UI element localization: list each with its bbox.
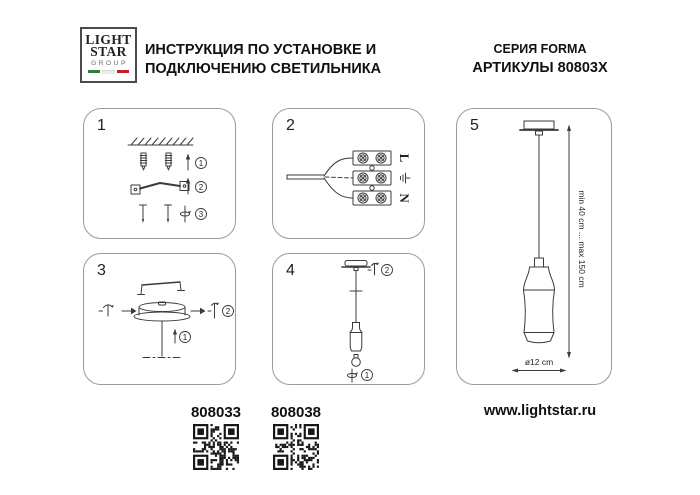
svg-text:1: 1 bbox=[182, 332, 188, 342]
panel-step-5 bbox=[456, 108, 612, 385]
step-3-diagram bbox=[84, 254, 237, 386]
screw-icon bbox=[368, 263, 379, 275]
terminal-label-neutral: N bbox=[397, 193, 412, 203]
step-2-number: 2 bbox=[286, 117, 295, 134]
height-dimension bbox=[567, 125, 571, 359]
series-label: СЕРИЯ FORMA bbox=[493, 42, 587, 56]
svg-text:1: 1 bbox=[364, 370, 370, 380]
wall-anchor-icon bbox=[140, 153, 146, 170]
article-number-808038: 808038 bbox=[270, 404, 322, 421]
screw-rotate-icon bbox=[347, 369, 358, 382]
ceiling-hatch-icon bbox=[128, 138, 193, 145]
ceiling-plate-icon bbox=[520, 121, 558, 135]
screw-icon bbox=[140, 205, 147, 223]
canopy-icon bbox=[342, 261, 370, 271]
step-3-number: 3 bbox=[97, 262, 106, 279]
ground-symbol-icon bbox=[401, 173, 411, 183]
arrow-up-icon bbox=[186, 154, 190, 171]
svg-text:2: 2 bbox=[384, 265, 390, 275]
screw-rotate-icon bbox=[180, 206, 191, 222]
terminal-block-icon bbox=[353, 151, 391, 205]
document-title bbox=[145, 41, 381, 79]
svg-text:3: 3 bbox=[198, 209, 204, 219]
callout-2 bbox=[196, 182, 207, 193]
pendant-shade-icon bbox=[524, 267, 555, 343]
step-5-number: 5 bbox=[470, 117, 479, 134]
power-cable-icon bbox=[287, 158, 353, 198]
mounting-bracket-icon bbox=[138, 282, 185, 295]
shade-socket bbox=[535, 258, 544, 267]
arrow-right-icon bbox=[191, 308, 206, 315]
header-right bbox=[440, 42, 640, 76]
screw-icon bbox=[208, 303, 219, 318]
ceiling-canopy-icon bbox=[134, 302, 190, 321]
article-number-808033: 808033 bbox=[190, 404, 242, 421]
callout-1 bbox=[196, 158, 207, 169]
mounting-bracket-icon bbox=[131, 182, 189, 195]
articles-label: АРТИКУЛЫ 80803X bbox=[472, 60, 608, 76]
qr-code-808033 bbox=[193, 424, 239, 470]
diameter-label: ø12 cm bbox=[524, 357, 554, 367]
arrow-up-icon bbox=[173, 329, 177, 344]
screw-icon bbox=[165, 205, 172, 223]
callout-2 bbox=[223, 306, 234, 317]
diameter-dimension bbox=[512, 369, 567, 373]
panel-step-4 bbox=[272, 253, 425, 385]
panel-step-3 bbox=[83, 253, 236, 385]
website-url: www.lightstar.ru bbox=[483, 403, 597, 419]
callout-2 bbox=[382, 265, 393, 276]
callout-3 bbox=[196, 209, 207, 220]
step-2-diagram bbox=[273, 109, 426, 240]
step-4-number: 4 bbox=[286, 262, 295, 279]
lightstar-logo bbox=[80, 27, 137, 83]
wall-anchor-icon bbox=[165, 153, 171, 170]
panel-step-2 bbox=[272, 108, 425, 239]
arrow-up-icon bbox=[186, 178, 190, 195]
qr-code-808038 bbox=[273, 424, 319, 470]
arrow-right-icon bbox=[122, 308, 137, 315]
svg-text:2: 2 bbox=[198, 182, 204, 192]
svg-text:2: 2 bbox=[225, 306, 231, 316]
title-line-1: ИНСТРУКЦИЯ ПО УСТАНОВКЕ И bbox=[145, 42, 377, 58]
bulb-icon bbox=[352, 355, 361, 367]
step-1-number: 1 bbox=[97, 117, 106, 134]
step-5-diagram bbox=[457, 109, 613, 386]
step-4-diagram bbox=[273, 254, 426, 386]
italian-flag-icon bbox=[88, 70, 129, 73]
logo-line-light: LIGHT bbox=[85, 32, 132, 47]
height-range-label: min 40 cm ... max 150 cm bbox=[577, 190, 587, 288]
lampshade-icon bbox=[350, 323, 362, 352]
callout-1 bbox=[362, 370, 373, 381]
panel-step-1 bbox=[83, 108, 236, 239]
terminal-label-live: L bbox=[397, 153, 412, 163]
logo-line-star: STAR bbox=[90, 44, 127, 59]
title-line-2: ПОДКЛЮЧЕНИЮ СВЕТИЛЬНИКА bbox=[145, 61, 382, 77]
svg-text:1: 1 bbox=[198, 158, 204, 168]
step-1-diagram bbox=[84, 109, 237, 240]
logo-line-group: GROUP bbox=[91, 60, 128, 67]
callout-1 bbox=[180, 332, 191, 343]
screw-icon bbox=[99, 305, 114, 316]
